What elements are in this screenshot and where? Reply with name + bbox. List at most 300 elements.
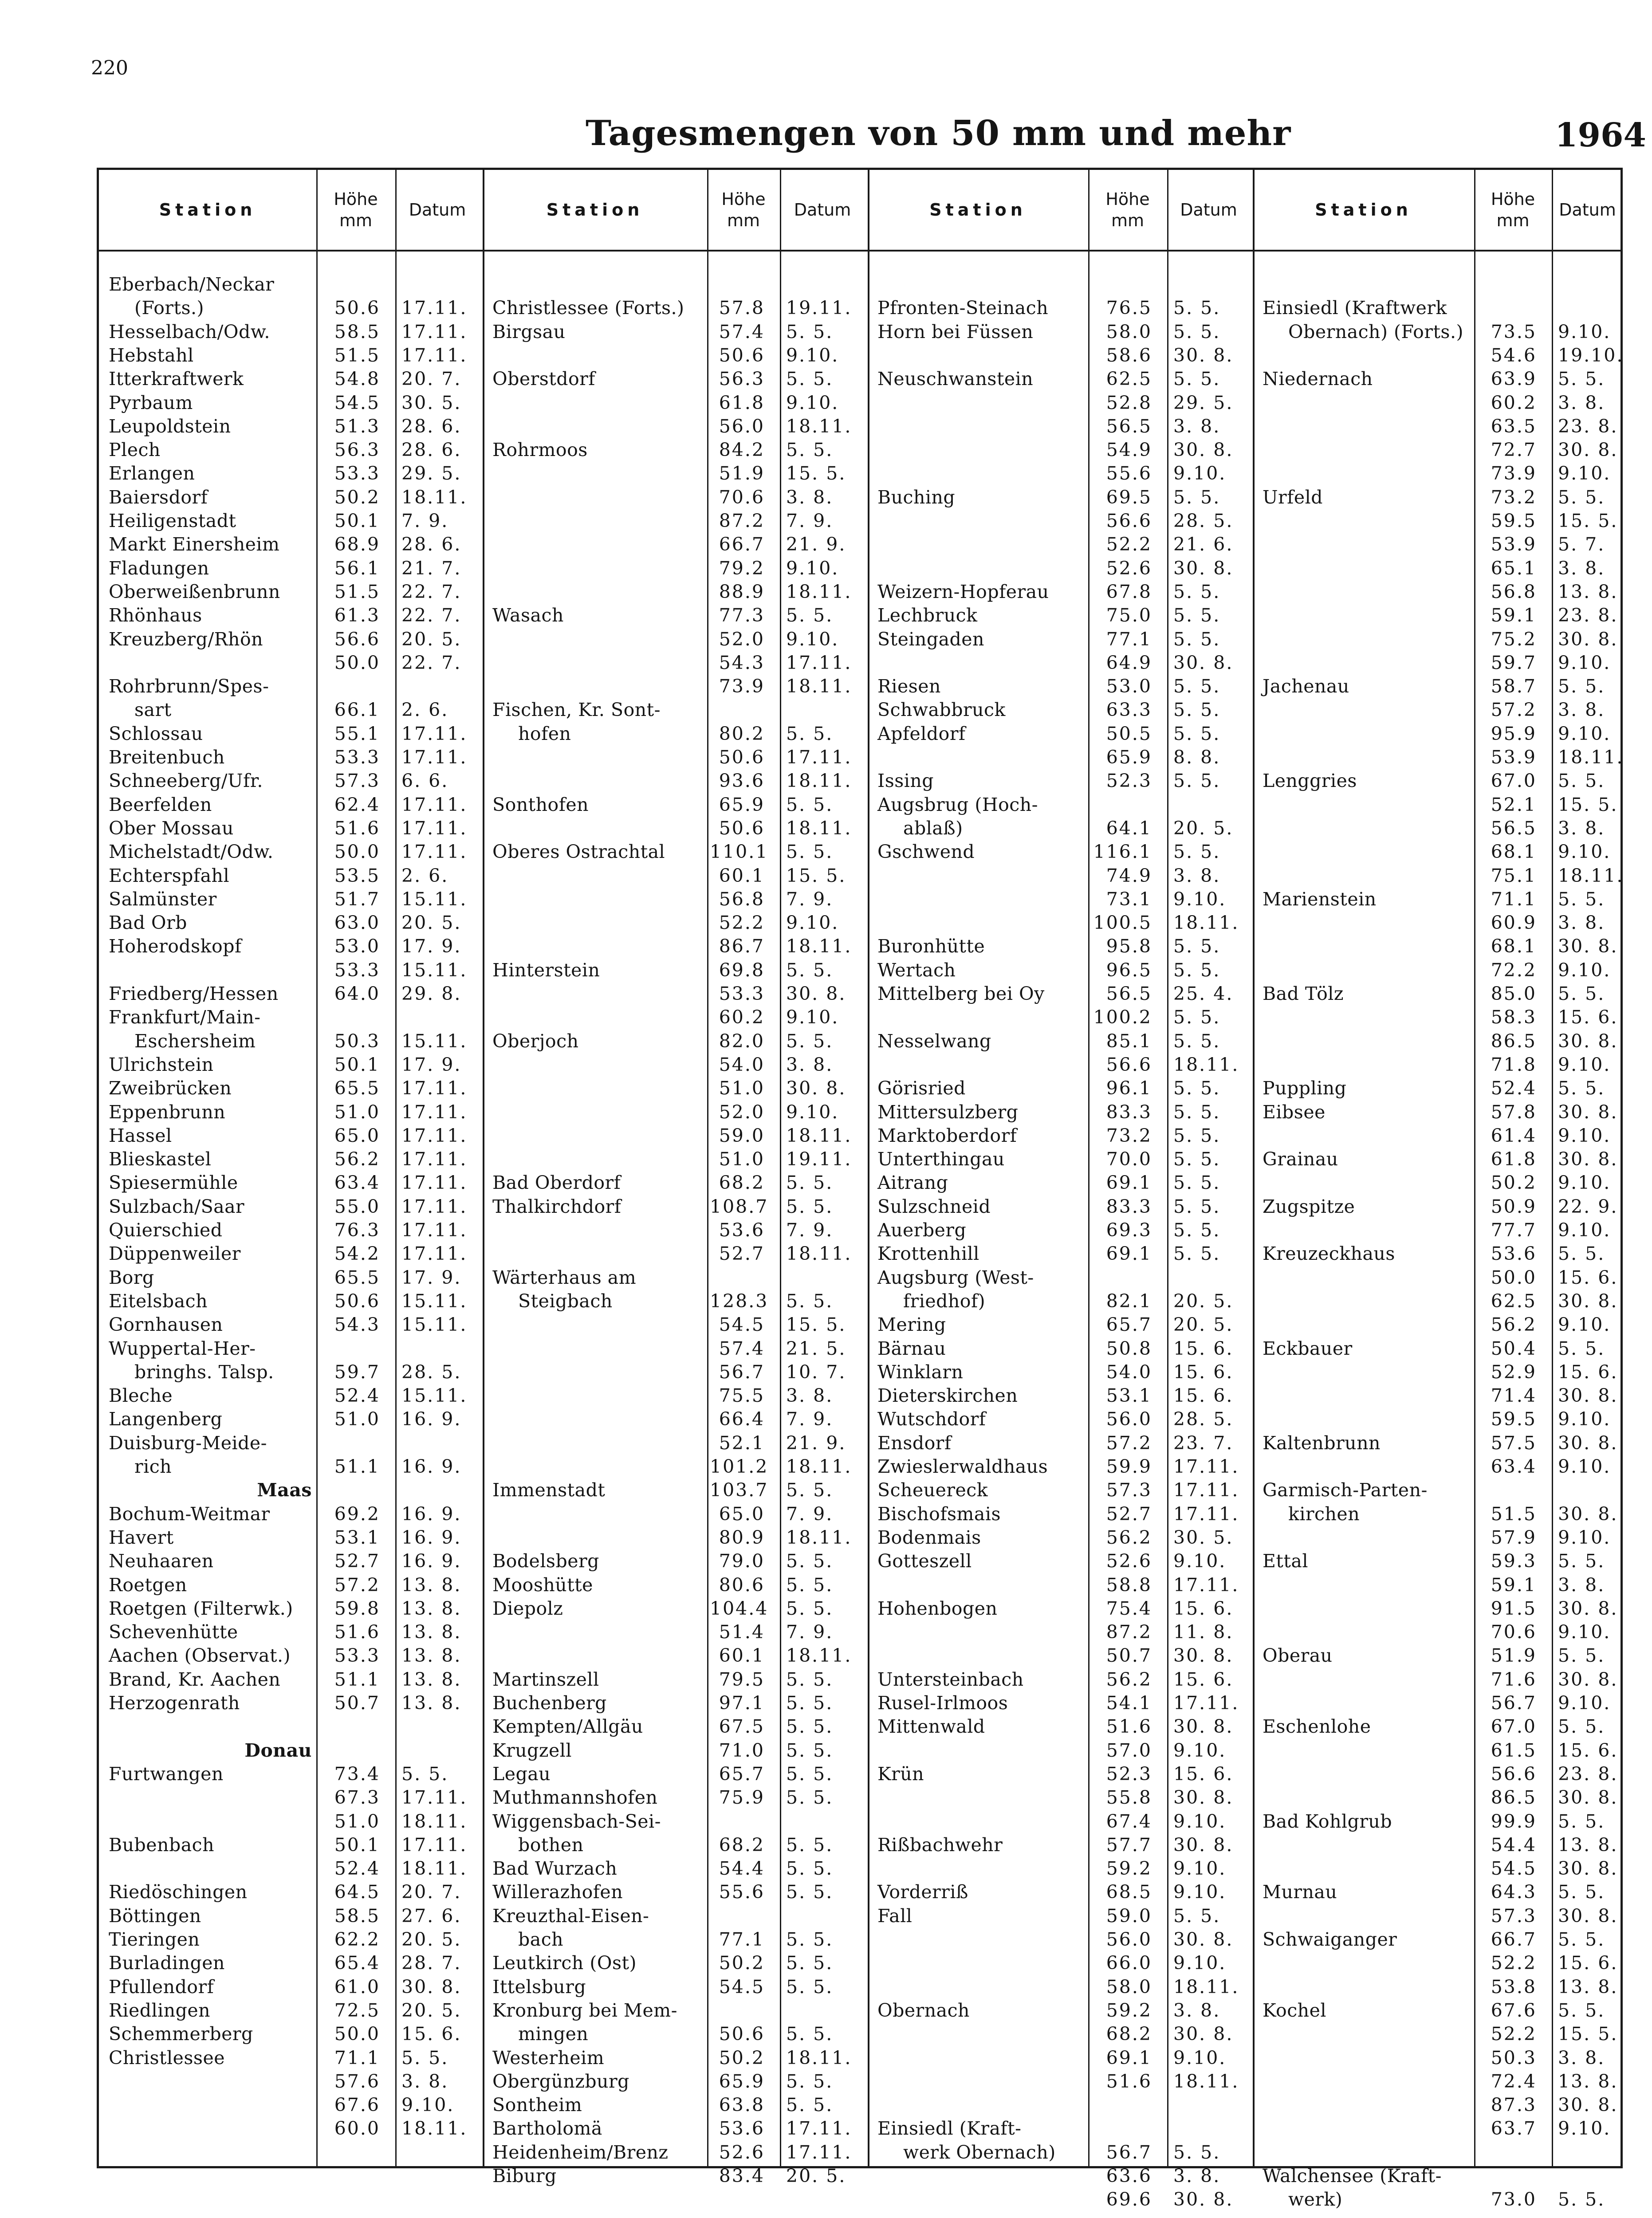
- height-value: 67.5: [719, 1716, 765, 1738]
- station-name: Bischofsmais: [877, 1503, 1001, 1525]
- height-value: 95.9: [1491, 723, 1537, 744]
- date-value: 15. 6.: [1558, 1361, 1618, 1383]
- height-value: 65.5: [334, 1266, 380, 1288]
- date-value: 15. 5.: [786, 463, 846, 484]
- station-name: Ittelsburg: [492, 1976, 586, 1998]
- date-value: 9.10.: [1173, 1858, 1227, 1880]
- height-value: 77.1: [1106, 628, 1152, 650]
- date-value: 20. 5.: [401, 1929, 462, 1950]
- station-name: Schneeberg/Ufr.: [109, 770, 263, 792]
- height-value: 57.3: [334, 770, 380, 792]
- height-value: 53.8: [1491, 1976, 1537, 1998]
- station-name: Augsburg (West-: [877, 1266, 1034, 1288]
- date-value: 22. 7.: [401, 605, 462, 626]
- height-value: 70.6: [1491, 1621, 1537, 1643]
- station-name: Steingaden: [877, 628, 984, 650]
- height-value: 97.1: [719, 1692, 765, 1714]
- station-name: Schevenhütte: [109, 1621, 238, 1643]
- station-name: friedhof): [903, 1290, 986, 1312]
- height-value: 53.9: [1491, 534, 1537, 555]
- station-name: Bad Wurzach: [492, 1858, 618, 1880]
- height-value: 51.0: [719, 1078, 765, 1099]
- date-value: 5. 5.: [786, 1668, 834, 1690]
- height-value: 52.3: [1106, 1763, 1152, 1785]
- station-name: Oberes Ostrachtal: [492, 841, 665, 863]
- station-name: Oberstdorf: [492, 368, 595, 390]
- date-value: 16. 9.: [401, 1526, 462, 1548]
- date-value: 9.10.: [1558, 1456, 1611, 1477]
- station-name: Ettal: [1263, 1550, 1308, 1572]
- date-value: 30. 8.: [1558, 1290, 1618, 1312]
- height-value: 51.5: [334, 581, 380, 602]
- height-value: 64.3: [1491, 1881, 1537, 1903]
- date-value: 5. 5.: [786, 1597, 834, 1619]
- date-value: 15. 6.: [1558, 1266, 1618, 1288]
- station-name: Kronburg bei Mem-: [492, 1999, 677, 2021]
- station-name: Kreuzeckhaus: [1263, 1243, 1395, 1265]
- station-name: Winklarn: [877, 1361, 964, 1383]
- station-name: Bad Orb: [109, 912, 187, 934]
- station-name: ablaß): [903, 817, 963, 839]
- height-value: 52.9: [1491, 1361, 1537, 1383]
- date-value: 5. 5.: [1173, 1243, 1221, 1265]
- station-name: Mittenwald: [877, 1716, 985, 1738]
- station-name: Krottenhill: [877, 1243, 979, 1265]
- date-value: 18.11.: [1173, 912, 1239, 934]
- date-value: 15. 6.: [1173, 1361, 1234, 1383]
- date-value: 30. 8.: [1558, 439, 1618, 461]
- height-value: 59.9: [1106, 1456, 1152, 1477]
- height-value: 52.0: [719, 1101, 765, 1123]
- date-value: 16. 9.: [401, 1456, 462, 1477]
- date-value: 9.10.: [1558, 1408, 1611, 1430]
- station-name: bach: [518, 1929, 564, 1950]
- date-value: 18.11.: [786, 1456, 852, 1477]
- station-name: Zwieslerwaldhaus: [877, 1456, 1048, 1477]
- height-value: 95.8: [1106, 936, 1152, 957]
- station-name: Leutkirch (Ost): [492, 1952, 637, 1974]
- date-value: 5. 5.: [1173, 770, 1221, 792]
- height-value: 65.0: [719, 1503, 765, 1525]
- date-value: 3. 8.: [1173, 1999, 1221, 2021]
- station-name: Untersteinbach: [877, 1668, 1024, 1690]
- station-name: Dieterskirchen: [877, 1385, 1018, 1407]
- date-value: 15.11.: [401, 888, 468, 910]
- station-name: Zugspitze: [1263, 1196, 1355, 1217]
- date-value: 5. 5.: [1173, 1148, 1221, 1170]
- station-name: Garmisch-Parten-: [1263, 1479, 1428, 1501]
- station-name: Westerheim: [492, 2047, 605, 2069]
- date-value: 3. 8.: [1173, 415, 1221, 437]
- height-value: 87.3: [1491, 2094, 1537, 2116]
- height-value: 56.5: [1491, 817, 1537, 839]
- date-value: 5. 5.: [1173, 676, 1221, 697]
- height-value: 70.6: [719, 486, 765, 508]
- height-value: 67.0: [1491, 770, 1537, 792]
- date-value: 5. 5.: [1173, 1030, 1221, 1052]
- height-value: 51.4: [719, 1621, 765, 1643]
- station-name: Kaltenbrunn: [1263, 1432, 1381, 1454]
- height-value: 56.3: [334, 439, 380, 461]
- date-value: 5. 5.: [1558, 1078, 1605, 1099]
- height-value: 65.1: [1491, 557, 1537, 579]
- height-value: 51.9: [719, 463, 765, 484]
- height-value: 63.0: [334, 912, 380, 934]
- height-value: 71.0: [719, 1739, 765, 1761]
- height-value: 73.4: [334, 1763, 380, 1785]
- station-name: Gornhausen: [109, 1314, 223, 1336]
- date-value: 5. 5.: [1558, 1550, 1605, 1572]
- date-value: 5. 5.: [786, 1716, 834, 1738]
- date-value: 5. 5.: [786, 1290, 834, 1312]
- height-value: 55.6: [1106, 463, 1152, 484]
- height-value: 60.1: [719, 865, 765, 886]
- date-value: 5. 5.: [786, 1574, 834, 1596]
- station-name: Oberweißenbrunn: [109, 581, 280, 602]
- height-value: 61.4: [1491, 1125, 1537, 1146]
- height-value: 64.1: [1106, 817, 1152, 839]
- height-value: 50.0: [334, 2023, 380, 2045]
- height-value: 53.0: [334, 936, 380, 957]
- date-value: 5. 5.: [1558, 1337, 1605, 1359]
- station-name: Schemmerberg: [109, 2023, 253, 2045]
- station-name: Frankfurt/Main-: [109, 1007, 261, 1028]
- height-value: 66.0: [1106, 1952, 1152, 1974]
- height-value: 50.5: [1106, 723, 1152, 744]
- height-value: 56.7: [1106, 2141, 1152, 2163]
- height-value: 52.0: [719, 628, 765, 650]
- date-value: 9.10.: [1558, 2118, 1611, 2139]
- height-value: 69.3: [1106, 1219, 1152, 1241]
- station-name: Aachen (Observat.): [109, 1645, 291, 1667]
- date-value: 13. 8.: [401, 1597, 462, 1619]
- date-value: 30. 8.: [1173, 2189, 1234, 2210]
- height-value: 50.9: [1491, 1196, 1537, 1217]
- height-value: 59.2: [1106, 1858, 1152, 1880]
- date-value: 30. 8.: [1558, 1787, 1618, 1809]
- date-value: 15. 6.: [1173, 1597, 1234, 1619]
- date-value: 7. 9.: [786, 1621, 834, 1643]
- station-name: Bärnau: [877, 1337, 946, 1359]
- height-value: 54.4: [1491, 1834, 1537, 1856]
- date-value: 22. 7.: [401, 652, 462, 673]
- station-name: sart: [134, 699, 172, 721]
- station-name: Lenggries: [1263, 770, 1357, 792]
- date-value: 30. 8.: [1558, 1432, 1618, 1454]
- date-value: 18.11.: [786, 770, 852, 792]
- date-value: 6. 6.: [401, 770, 449, 792]
- station-name: Eberbach/Neckar: [109, 274, 275, 295]
- station-name: Eibsee: [1263, 1101, 1326, 1123]
- date-value: 18.11.: [1558, 865, 1624, 886]
- height-value: 50.1: [334, 1054, 380, 1075]
- height-value: 51.6: [334, 1621, 380, 1643]
- height-value: 63.9: [1491, 368, 1537, 390]
- height-value: 52.7: [719, 1243, 765, 1265]
- date-value: 3. 8.: [1558, 557, 1605, 579]
- height-value: 50.6: [719, 344, 765, 366]
- height-value: 56.6: [1106, 1054, 1152, 1075]
- height-value: 56.1: [334, 557, 380, 579]
- height-value: 53.1: [1106, 1385, 1152, 1407]
- height-value: 56.6: [1106, 510, 1152, 531]
- height-value: 50.6: [334, 297, 380, 319]
- height-value: 71.1: [1491, 888, 1537, 910]
- date-value: 9.10.: [1558, 1125, 1611, 1146]
- station-name: Urfeld: [1263, 486, 1323, 508]
- height-value: 86.5: [1491, 1030, 1537, 1052]
- date-value: 17.11.: [401, 1219, 468, 1241]
- date-value: 15. 6.: [1173, 1337, 1234, 1359]
- date-value: 23. 8.: [1558, 1763, 1618, 1785]
- height-value: 54.3: [719, 652, 765, 673]
- date-value: 3. 8.: [401, 2070, 449, 2092]
- height-value: 67.4: [1106, 1810, 1152, 1832]
- height-value: 75.1: [1491, 865, 1537, 886]
- height-value: 50.7: [1106, 1645, 1152, 1667]
- height-value: 61.5: [1491, 1739, 1537, 1761]
- date-value: 17.11.: [401, 817, 468, 839]
- height-value: 63.8: [719, 2094, 765, 2116]
- date-value: 2. 6.: [401, 865, 449, 886]
- station-name: Bartholomä: [492, 2118, 602, 2139]
- height-header: Höhe mm: [721, 189, 766, 230]
- date-value: 7. 9.: [786, 1408, 834, 1430]
- height-value: 59.8: [334, 1597, 380, 1619]
- height-value: 59.2: [1106, 1999, 1152, 2021]
- height-value: 64.0: [334, 983, 380, 1004]
- station-name: Steigbach: [518, 1290, 613, 1312]
- station-name: Rohrbrunn/Spes-: [109, 676, 269, 697]
- date-value: 9.10.: [786, 392, 839, 413]
- height-value: 50.2: [334, 486, 380, 508]
- station-name: Echterspfahl: [109, 865, 230, 886]
- height-value: 60.2: [719, 1007, 765, 1028]
- height-value: 55.0: [334, 1196, 380, 1217]
- date-value: 29. 5.: [1173, 392, 1234, 413]
- height-value: 80.2: [719, 723, 765, 744]
- height-value: 58.7: [1491, 676, 1537, 697]
- date-header: Datum: [1559, 200, 1616, 220]
- date-value: 13. 8.: [401, 1645, 462, 1667]
- header-divider: [99, 250, 1621, 252]
- height-value: 53.0: [1106, 676, 1152, 697]
- station-name: Riedöschingen: [109, 1881, 248, 1903]
- date-value: 17.11.: [786, 2118, 852, 2139]
- height-value: 59.0: [1106, 1905, 1152, 1927]
- station-name: rich: [134, 1456, 172, 1477]
- station-name: Puppling: [1263, 1078, 1347, 1099]
- date-value: 22. 7.: [401, 581, 462, 602]
- date-value: 15. 5.: [786, 1314, 846, 1336]
- date-value: 5. 5.: [401, 1763, 449, 1785]
- date-value: 30. 8.: [1173, 344, 1234, 366]
- date-value: 5. 5.: [1173, 321, 1221, 342]
- height-value: 50.0: [334, 841, 380, 863]
- height-value: 64.9: [1106, 652, 1152, 673]
- height-value: 71.1: [334, 2047, 380, 2069]
- height-value: 69.1: [1106, 1243, 1152, 1265]
- date-value: 17.11.: [401, 1172, 468, 1194]
- date-value: 17.11.: [786, 2141, 852, 2163]
- height-value: 54.4: [719, 1858, 765, 1880]
- date-value: 30. 8.: [1558, 1385, 1618, 1407]
- date-value: 5. 5.: [786, 1952, 834, 1974]
- station-name: Kochel: [1263, 1999, 1326, 2021]
- height-value: 57.6: [334, 2070, 380, 2092]
- station-name: Fall: [877, 1905, 913, 1927]
- date-value: 13. 8.: [1558, 1834, 1618, 1856]
- station-name: Pfullendorf: [109, 1976, 214, 1998]
- date-value: 20. 5.: [1173, 1314, 1234, 1336]
- date-value: 5. 5.: [1558, 888, 1605, 910]
- height-value: 60.2: [1491, 392, 1537, 413]
- height-value: 50.1: [334, 1834, 380, 1856]
- station-name: Böttingen: [109, 1905, 201, 1927]
- date-value: 21. 6.: [1173, 534, 1234, 555]
- cell-divider-date: [780, 250, 781, 2166]
- height-value: 54.1: [1106, 1692, 1152, 1714]
- height-value: 68.5: [1106, 1881, 1152, 1903]
- date-value: 9.10.: [786, 1101, 839, 1123]
- date-value: 17.11.: [401, 1078, 468, 1099]
- station-name: Kempten/Allgäu: [492, 1716, 643, 1738]
- date-value: 5. 5.: [786, 841, 834, 863]
- date-value: 28. 5.: [1173, 1408, 1234, 1430]
- date-value: 5. 5.: [786, 2070, 834, 2092]
- date-value: 3. 8.: [1558, 912, 1605, 934]
- height-value: 69.5: [1106, 486, 1152, 508]
- date-value: 5. 5.: [786, 959, 834, 981]
- date-value: 9.10.: [1173, 1810, 1227, 1832]
- height-value: 57.2: [1106, 1432, 1152, 1454]
- height-value: 73.1: [1106, 888, 1152, 910]
- date-value: 9.10.: [1558, 321, 1611, 342]
- height-value: 69.2: [334, 1503, 380, 1525]
- date-value: 3. 8.: [1173, 2165, 1221, 2187]
- height-value: 50.7: [334, 1692, 380, 1714]
- station-name: Quierschied: [109, 1219, 223, 1241]
- date-value: 15. 5.: [786, 865, 846, 886]
- date-value: 30. 8.: [1558, 2094, 1618, 2116]
- station-header: Station: [929, 200, 1027, 220]
- station-name: Beerfelden: [109, 794, 212, 815]
- height-value: 51.5: [1491, 1503, 1537, 1525]
- height-value: 99.9: [1491, 1810, 1537, 1832]
- height-value: 76.5: [1106, 297, 1152, 319]
- station-name: Bochum-Weitmar: [109, 1503, 270, 1525]
- date-value: 5. 5.: [1558, 770, 1605, 792]
- date-value: 5. 5.: [786, 2023, 834, 2045]
- station-name: Schwabbruck: [877, 699, 1006, 721]
- height-value: 52.6: [719, 2141, 765, 2163]
- date-value: 23. 8.: [1558, 605, 1618, 626]
- station-name: Thalkirchdorf: [492, 1196, 621, 1217]
- date-value: 15.11.: [401, 1314, 468, 1336]
- date-value: 9.10.: [1558, 1314, 1611, 1336]
- date-value: 5. 5.: [1173, 723, 1221, 744]
- height-value: 56.2: [1491, 1314, 1537, 1336]
- height-value: 50.3: [334, 1030, 380, 1052]
- date-value: 5. 5.: [786, 1479, 834, 1501]
- station-name: Martinszell: [492, 1668, 599, 1690]
- date-value: 30. 8.: [1173, 1787, 1234, 1809]
- height-value: 82.0: [719, 1030, 765, 1052]
- station-name: Muthmannshofen: [492, 1787, 658, 1809]
- height-value: 72.5: [334, 1999, 380, 2021]
- station-name: Eschersheim: [134, 1030, 256, 1052]
- height-value: 57.3: [1106, 1479, 1152, 1501]
- date-value: 18.11.: [1558, 747, 1624, 768]
- station-name: Murnau: [1263, 1881, 1337, 1903]
- height-value: 66.7: [1491, 1929, 1537, 1950]
- date-value: 16. 9.: [401, 1408, 462, 1430]
- date-value: 28. 6.: [401, 439, 462, 461]
- height-value: 53.6: [719, 2118, 765, 2139]
- station-name: Hesselbach/Odw.: [109, 321, 270, 342]
- height-value: 52.7: [1106, 1503, 1152, 1525]
- height-value: 74.9: [1106, 865, 1152, 886]
- height-value: 70.0: [1106, 1148, 1152, 1170]
- station-name: Pyrbaum: [109, 392, 193, 413]
- station-name: Obernach: [877, 1999, 970, 2021]
- height-value: 52.4: [1491, 1078, 1537, 1099]
- height-value: 85.1: [1106, 1030, 1152, 1052]
- section-heading: Donau: [244, 1739, 312, 1761]
- date-value: 30. 5.: [401, 392, 462, 413]
- station-name: Mering: [877, 1314, 946, 1336]
- height-value: 53.3: [334, 747, 380, 768]
- station-name: Biburg: [492, 2165, 557, 2187]
- height-value: 50.8: [1106, 1337, 1152, 1359]
- height-value: 52.2: [1491, 1952, 1537, 1974]
- height-value: 63.4: [334, 1172, 380, 1194]
- station-name: Heidenheim/Brenz: [492, 2141, 669, 2163]
- height-value: 50.6: [719, 2023, 765, 2045]
- date-value: 18.11.: [786, 1645, 852, 1667]
- date-value: 18.11.: [786, 1243, 852, 1265]
- height-value: 68.1: [1491, 936, 1537, 957]
- date-value: 20. 5.: [1173, 1290, 1234, 1312]
- station-name: Itterkraftwerk: [109, 368, 244, 390]
- station-name: Schlossau: [109, 723, 203, 744]
- height-value: 57.2: [334, 1574, 380, 1596]
- date-value: 5. 5.: [786, 1030, 834, 1052]
- height-value: 52.6: [1106, 1550, 1152, 1572]
- height-value: 50.0: [334, 652, 380, 673]
- date-value: 18.11.: [786, 1125, 852, 1146]
- height-value: 51.1: [334, 1668, 380, 1690]
- station-name: Aitrang: [877, 1172, 948, 1194]
- date-value: 21. 9.: [786, 534, 846, 555]
- date-value: 9.10.: [1558, 652, 1611, 673]
- date-value: 3. 8.: [1558, 2047, 1605, 2069]
- height-value: 77.3: [719, 605, 765, 626]
- date-value: 30. 8.: [1173, 2023, 1234, 2045]
- date-value: 5. 5.: [1173, 1196, 1221, 1217]
- height-value: 52.1: [719, 1432, 765, 1454]
- station-name: Bodenmais: [877, 1526, 981, 1548]
- height-value: 96.1: [1106, 1078, 1152, 1099]
- height-value: 91.5: [1491, 1597, 1537, 1619]
- date-value: 15. 6.: [1173, 1668, 1234, 1690]
- date-value: 5. 5.: [1173, 699, 1221, 721]
- date-value: 15.11.: [401, 1030, 468, 1052]
- height-value: 63.4: [1491, 1456, 1537, 1477]
- station-name: Weizern-Hopferau: [877, 581, 1049, 602]
- height-value: 54.5: [1491, 1858, 1537, 1880]
- height-value: 59.1: [1491, 605, 1537, 626]
